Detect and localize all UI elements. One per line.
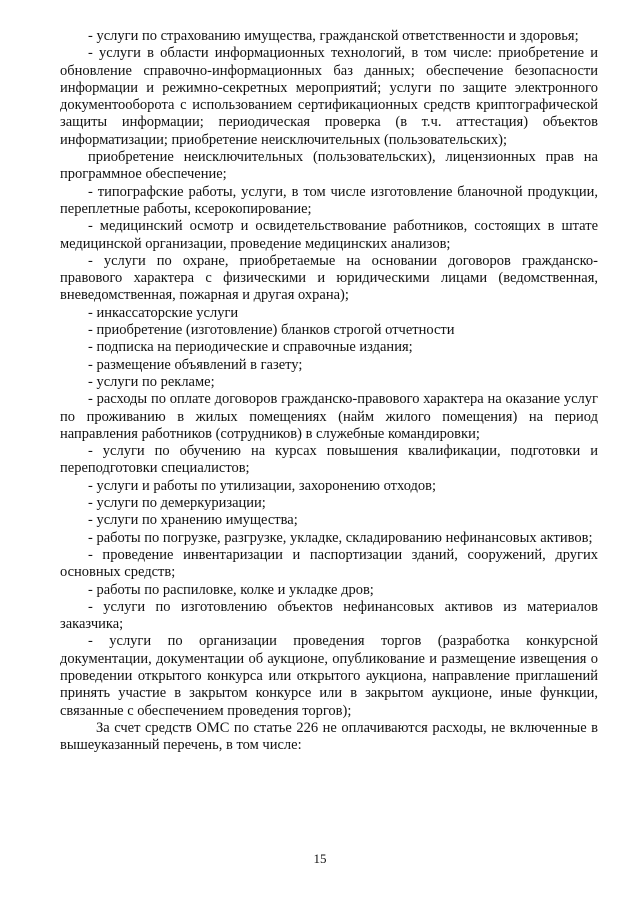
page-number: 15 xyxy=(313,851,327,866)
list-item: - услуги по страхованию имущества, гражданской ответственности и здоровья; xyxy=(88,28,579,44)
list-item: приобретение неисключительных (пользовательских), лицензионных прав на программное обеспечение; xyxy=(60,149,598,183)
closing-paragraph: За счет средств ОМС по статье 226 не оплачиваются расходы, не включенные в вышеуказанный перечень, в том числе: xyxy=(60,719,598,754)
list-item: - расходы по оплате договоров гражданско-правового характера на оказание услуг по проживанию в жилых помещениях (найм жилого помещения) на период направления работников (сотрудников) в служебные командировки; xyxy=(60,391,598,442)
list-item: - услуги и работы по утилизации, захоронению отходов; xyxy=(88,477,437,494)
list-item: - работы по погрузке, разгрузке, укладке, складированию нефинансовых активов; xyxy=(88,529,593,546)
list-item: - услуги по демеркуризации; xyxy=(88,495,266,512)
document-body xyxy=(60,28,598,754)
list-item: - услуги по изготовлению объектов нефинансовых активов из материалов заказчика; xyxy=(60,598,598,633)
list-item: - услуги по хранению имущества; xyxy=(88,512,298,529)
list-item: - подписка на периодические и справочные издания; xyxy=(88,339,413,356)
list-item: - приобретение (изготовление) бланков строгой отчетности xyxy=(88,322,455,339)
list-item: - услуги по рекламе; xyxy=(88,373,215,390)
list-item: - работы по распиловке, колке и укладке дров; xyxy=(88,581,374,598)
list-item: - проведение инвентаризации и паспортизации зданий, сооружений, других основных средств; xyxy=(60,546,598,581)
list-item: - медицинский осмотр и освидетельствование работников, состоящих в штате медицинской организации, проведение медицинских анализов; xyxy=(60,218,598,252)
list-item: - услуги по обучению на курсах повышения квалификации, подготовки и переподготовки специалистов; xyxy=(60,443,598,477)
list-item: - типографские работы, услуги, в том числе изготовление бланочной продукции, переплетные работы, ксерокопирование; xyxy=(60,183,598,217)
list-item: - инкассаторские услуги xyxy=(88,304,239,321)
list-item: - услуги по организации проведения торгов (разработка конкурсной документации, документации об аукционе, опубликование и размещение извещения о проведении открытого конкурса или открытого аукциона, направление приглашений принять участие в закрытом конкурсе или в закрытом аукционе, иные функции, связанные с обеспечением проведения торгов); xyxy=(60,633,598,719)
list-item: - услуги по охране, приобретаемые на основании договоров гражданско-правового характера с физическими и юридическими лицами (ведомственная, вневедомственная, пожарная и другая охрана); xyxy=(60,252,598,304)
list-item: - услуги в области информационных технологий, в том числе: приобретение и обновление справочно-информационных баз данных; обеспечение безопасности информации и режимно-секретных мероприятий; услуги по защите электронного документооборота с использованием сертификационных средств криптографической защиты информации; периодическая проверка (в т.ч. аттестация) объектов информатизации; приобретение неисключительных (пользовательских); xyxy=(60,45,598,148)
list-item: - размещение объявлений в газету; xyxy=(88,356,303,373)
